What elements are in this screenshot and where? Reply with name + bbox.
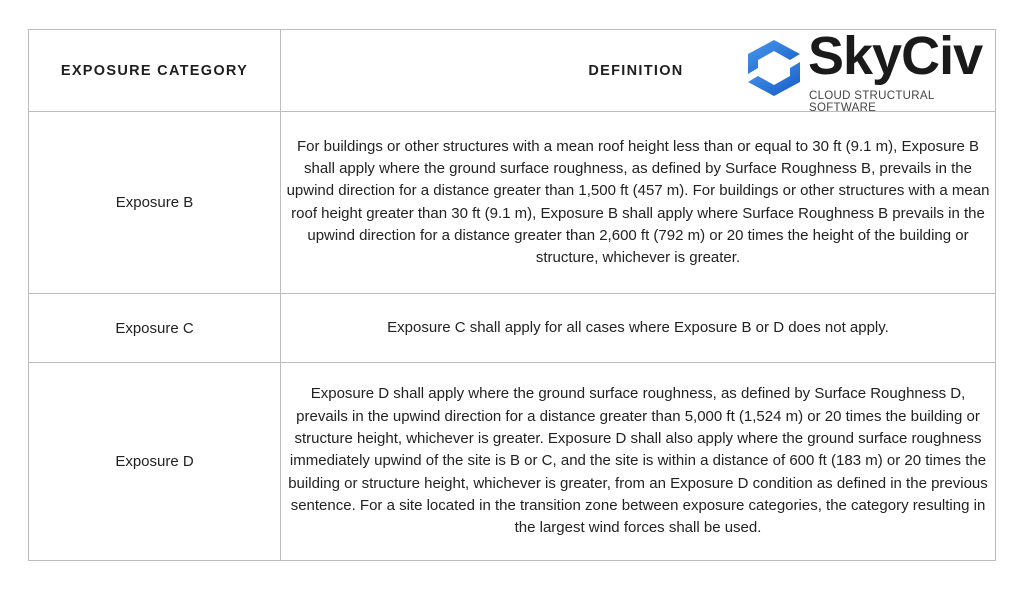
header-cell-category xyxy=(29,30,281,111)
logo-wordmark: SkyCiv xyxy=(808,26,983,86)
table-row xyxy=(29,294,995,363)
definition-text: For buildings or other structures with a mean roof height less than or equal to 30 ft (9.1 m), Exposure B shall apply where the ground surface roughness, as defined by Surface Roughness B, prevails in the upwind direction for a distance greater than 1,500 ft (457 m). For buildings or other structures with a mean roof height greater than 30 ft (9.1 m), Exposure B shall apply where Surface Roughness B prevails in the upwind direction for a distance greater than 2,600 ft (792 m) or 20 times the height of the building or structure, whichever is greater. xyxy=(286,137,990,267)
skyciv-logo-icon xyxy=(746,38,802,98)
header-label-definition: DEFINITION xyxy=(588,62,684,79)
definition-cell xyxy=(281,112,995,293)
table-row xyxy=(29,363,995,560)
table-row xyxy=(29,112,995,294)
logo-tagline: CLOUD STRUCTURAL SOFTWARE xyxy=(809,90,935,114)
definition-text: Exposure D shall apply where the ground surface roughness, as defined by Surface Roughness D, prevails in the upwind direction for a distance greater than 5,000 ft (1,524 m) or 20 times the building or structure height, whichever is greater. Exposure D shall also apply where the ground surface roughness immediately upwind of the site is B or C, and the site is within a distance of 600 ft (183 m) or 20 times the building or structure height, whichever is greater, from an Exposure D condition as defined in the previous sentence. For a site located in the transition zone between exposure categories, the category resulting in the largest wind forces shall be used. xyxy=(288,385,988,537)
definition-cell xyxy=(281,294,995,362)
category-label: Exposure C xyxy=(115,319,194,337)
category-label: Exposure B xyxy=(115,194,194,211)
category-label: Exposure D xyxy=(115,453,194,470)
definition-text: Exposure C shall apply for all cases where Exposure B or D does not apply. xyxy=(387,318,889,336)
definition-cell xyxy=(281,363,995,560)
header-label-category: EXPOSURE CATEGORY xyxy=(60,62,249,79)
category-cell xyxy=(29,363,281,560)
skyciv-logo xyxy=(746,26,990,114)
category-cell xyxy=(29,294,281,362)
category-cell xyxy=(29,112,281,293)
